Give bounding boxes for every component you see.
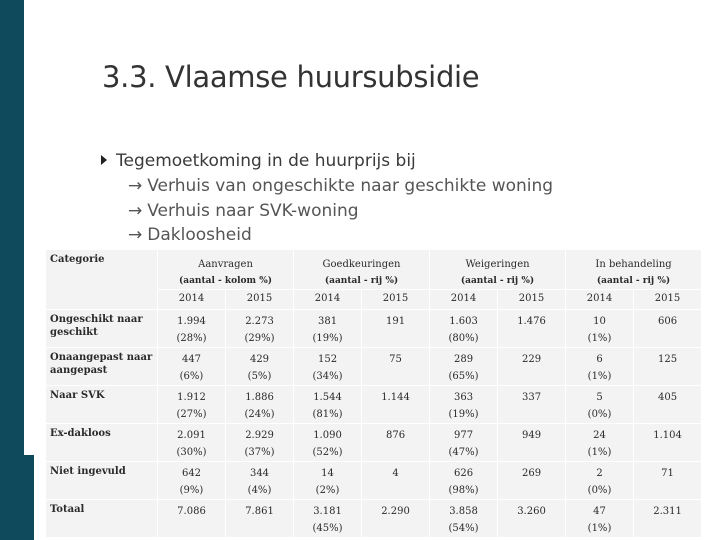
value-percent: (24%) [244, 409, 275, 420]
value-count: 363 [453, 392, 474, 403]
category-cell: Niet ingevuld [46, 462, 158, 500]
value-cell [362, 462, 430, 500]
value-cell [294, 424, 362, 462]
value-cell [430, 462, 498, 500]
value-percent: (52%) [312, 447, 343, 458]
value-count: 71 [661, 468, 674, 479]
sub-item-ongeschikt [128, 174, 553, 199]
value-cell [566, 500, 634, 538]
value-count: 1.603 [449, 316, 478, 327]
value-cell [294, 310, 362, 348]
value-cell [294, 462, 362, 500]
group-header-in-behandeling [566, 250, 702, 290]
value-cell [158, 500, 226, 538]
value-count: 2.929 [245, 430, 274, 441]
value-cell [634, 424, 702, 462]
value-cell [634, 310, 702, 348]
value-count: 2.091 [177, 430, 206, 441]
value-cell [158, 462, 226, 500]
value-count: 337 [521, 392, 542, 403]
group-header-goedkeuringen [294, 250, 430, 290]
value-count: 1.476 [517, 316, 546, 327]
value-cell [498, 500, 566, 538]
sub-item-dakloosheid [128, 223, 553, 248]
value-count: 2 [596, 468, 603, 479]
value-cell [226, 500, 294, 538]
sub-item-text: Verhuis van ongeschikte naar geschikte woning [147, 176, 554, 196]
group-subtitle: (aantal - rij %) [596, 276, 671, 286]
value-cell [634, 348, 702, 386]
triangle-bullet-icon [101, 155, 107, 165]
value-percent: (4%) [247, 485, 272, 496]
value-percent: (0%) [587, 409, 612, 420]
value-count: 1.144 [381, 392, 410, 403]
value-cell [498, 462, 566, 500]
table-row [46, 462, 702, 500]
value-percent: (80%) [448, 333, 479, 344]
category-cell: Totaal [46, 500, 158, 538]
value-cell [226, 462, 294, 500]
value-cell [430, 348, 498, 386]
value-cell [362, 386, 430, 424]
value-percent: (19%) [448, 409, 479, 420]
table-row [46, 424, 702, 462]
value-count: 626 [453, 468, 474, 479]
value-percent: (0%) [587, 485, 612, 496]
value-count: 10 [593, 316, 606, 327]
year-cell: 2014 [430, 290, 498, 310]
value-cell [566, 348, 634, 386]
bullet-main [101, 149, 553, 174]
value-cell [362, 348, 430, 386]
value-cell [566, 462, 634, 500]
value-count: 24 [593, 430, 606, 441]
table-row [46, 348, 702, 386]
value-percent: (1%) [587, 333, 612, 344]
year-cell: 2014 [158, 290, 226, 310]
value-cell [362, 424, 430, 462]
value-count: 229 [521, 354, 542, 365]
value-percent: (19%) [312, 333, 343, 344]
value-count: 606 [657, 316, 678, 327]
arrow-icon: → [128, 176, 143, 196]
value-count: 344 [249, 468, 270, 479]
bottom-accent-bar [24, 455, 34, 540]
group-subtitle: (aantal - rij %) [324, 276, 399, 286]
value-count: 447 [181, 354, 202, 365]
value-count: 3.260 [517, 506, 546, 517]
value-cell [430, 500, 498, 538]
value-percent: (28%) [176, 333, 207, 344]
slide-title: 3.3. Vlaamse huursubsidie [102, 60, 480, 94]
value-count: 6 [596, 354, 603, 365]
value-cell [158, 424, 226, 462]
value-count: 1.994 [177, 316, 206, 327]
value-count: 2.311 [653, 506, 682, 517]
table-row [46, 310, 702, 348]
value-cell [498, 424, 566, 462]
value-count: 949 [521, 430, 542, 441]
value-count: 14 [321, 468, 334, 479]
category-cell: Ongeschikt naar geschikt [46, 310, 158, 348]
value-percent: (29%) [244, 333, 275, 344]
sub-item-text: Dakloosheid [147, 225, 252, 245]
year-cell: 2015 [498, 290, 566, 310]
value-percent: (9%) [179, 485, 204, 496]
value-cell [634, 462, 702, 500]
value-percent: (2%) [315, 485, 340, 496]
value-count: 289 [453, 354, 474, 365]
value-count: 125 [657, 354, 678, 365]
category-header: Categorie [46, 250, 158, 310]
value-cell [634, 386, 702, 424]
value-count: 876 [385, 430, 406, 441]
value-count: 3.858 [449, 506, 478, 517]
value-count: 191 [385, 316, 406, 327]
value-percent: (37%) [244, 447, 275, 458]
group-title: Aanvragen [198, 259, 253, 270]
group-header-weigeringen [430, 250, 566, 290]
year-cell: 2015 [226, 290, 294, 310]
value-count: 2.290 [381, 506, 410, 517]
value-percent: (65%) [448, 371, 479, 382]
value-percent: (47%) [448, 447, 479, 458]
value-cell [430, 310, 498, 348]
value-count: 3.181 [313, 506, 342, 517]
value-count: 75 [389, 354, 402, 365]
value-percent: (81%) [312, 409, 343, 420]
value-cell [566, 310, 634, 348]
category-cell: Naar SVK [46, 386, 158, 424]
arrow-icon: → [128, 225, 143, 245]
value-percent: (45%) [312, 523, 343, 534]
group-title: In behandeling [595, 259, 672, 270]
value-percent: (1%) [587, 523, 612, 534]
group-title: Weigeringen [465, 259, 530, 270]
value-cell [294, 500, 362, 538]
value-cell [226, 348, 294, 386]
year-cell: 2014 [566, 290, 634, 310]
group-subtitle: (aantal - rij %) [460, 276, 535, 286]
left-accent-bar [0, 0, 24, 540]
table-row [46, 386, 702, 424]
value-count: 7.861 [245, 506, 274, 517]
value-percent: (6%) [179, 371, 204, 382]
category-cell: Ex-dakloos [46, 424, 158, 462]
table-row [46, 500, 702, 538]
value-count: 405 [657, 392, 678, 403]
year-cell: 2015 [634, 290, 702, 310]
value-cell [294, 386, 362, 424]
sub-item-svk [128, 199, 553, 224]
value-cell [226, 310, 294, 348]
value-count: 977 [453, 430, 474, 441]
value-count: 152 [317, 354, 338, 365]
value-cell [158, 310, 226, 348]
bullet-main-text: Tegemoetkoming in de huurprijs bij [116, 151, 416, 171]
value-count: 47 [593, 506, 606, 517]
value-count: 1.104 [653, 430, 682, 441]
group-header-aanvragen [158, 250, 294, 290]
value-count: 381 [317, 316, 338, 327]
value-percent: (1%) [587, 371, 612, 382]
value-percent: (1%) [587, 447, 612, 458]
value-cell [634, 500, 702, 538]
value-cell [498, 386, 566, 424]
value-count: 1.544 [313, 392, 342, 403]
value-cell [498, 310, 566, 348]
value-percent: (5%) [247, 371, 272, 382]
year-cell: 2015 [362, 290, 430, 310]
value-percent: (30%) [176, 447, 207, 458]
value-count: 1.912 [177, 392, 206, 403]
value-cell [566, 386, 634, 424]
value-cell [498, 348, 566, 386]
value-count: 5 [596, 392, 603, 403]
value-count: 269 [521, 468, 542, 479]
value-cell [362, 310, 430, 348]
value-cell [158, 386, 226, 424]
value-cell [226, 386, 294, 424]
arrow-icon: → [128, 200, 143, 221]
value-count: 642 [181, 468, 202, 479]
value-percent: (27%) [176, 409, 207, 420]
value-percent: (34%) [312, 371, 343, 382]
value-count: 429 [249, 354, 270, 365]
value-cell [430, 424, 498, 462]
value-count: 4 [392, 468, 399, 479]
value-percent: (98%) [448, 485, 479, 496]
value-cell [362, 500, 430, 538]
value-cell [430, 386, 498, 424]
value-percent: (54%) [448, 523, 479, 534]
value-cell [294, 348, 362, 386]
value-count: 1.090 [313, 430, 342, 441]
group-title: Goedkeuringen [322, 259, 401, 270]
group-subtitle: (aantal - kolom %) [179, 276, 273, 286]
value-cell [226, 424, 294, 462]
value-count: 2.273 [245, 316, 274, 327]
category-cell: Onaangepast naar aangepast [46, 348, 158, 386]
year-cell: 2014 [294, 290, 362, 310]
sub-item-text: Verhuis naar SVK-woning [147, 200, 359, 221]
value-cell [158, 348, 226, 386]
value-count: 1.886 [245, 392, 274, 403]
bullet-list [101, 149, 553, 248]
subsidy-table [45, 249, 702, 538]
value-cell [566, 424, 634, 462]
group-header-row [46, 250, 702, 290]
value-count: 7.086 [177, 506, 206, 517]
